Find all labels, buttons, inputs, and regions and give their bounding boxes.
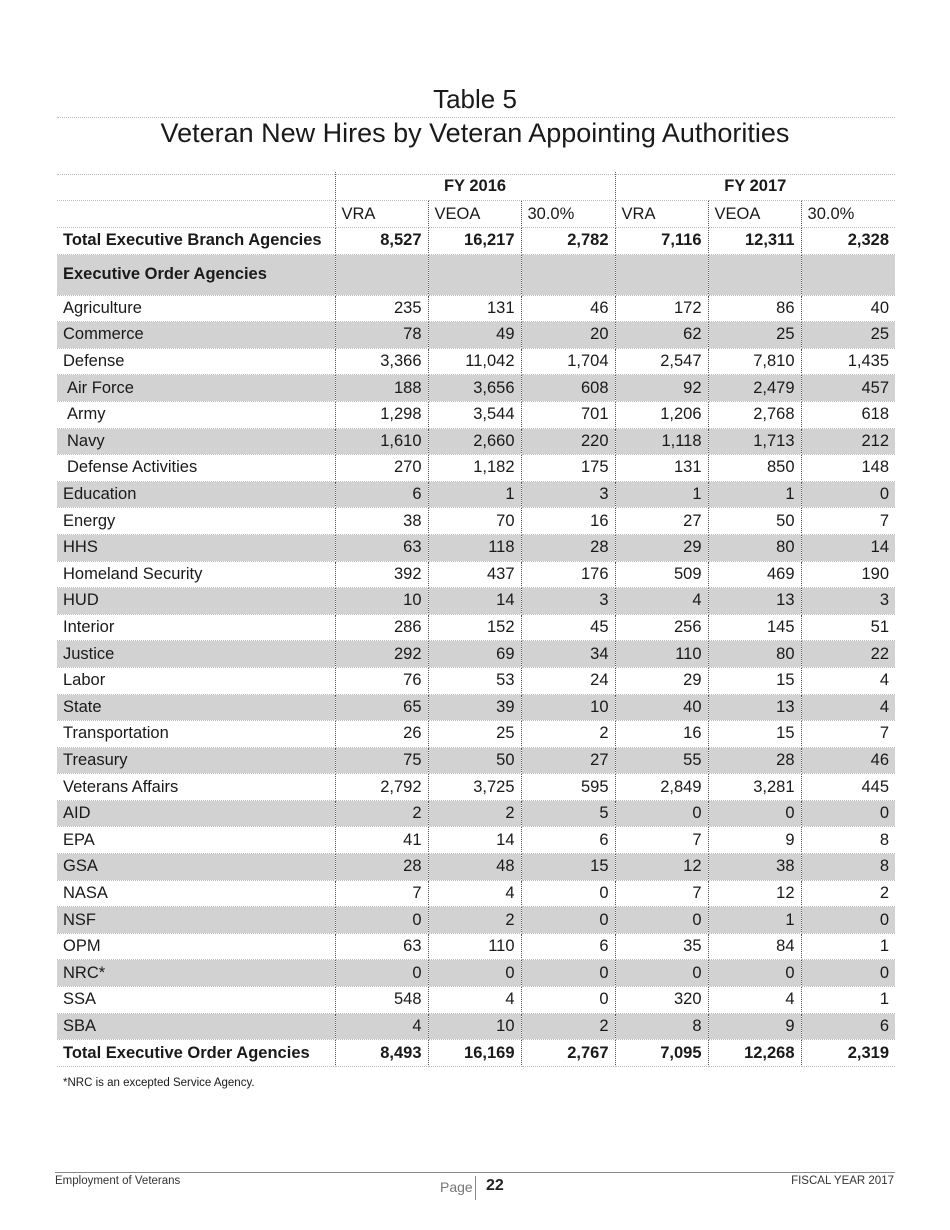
table-row [57, 588, 895, 615]
value-cell: 1 [428, 481, 521, 508]
row-label: Labor [57, 667, 335, 694]
value-cell: 2,792 [335, 774, 428, 801]
table-row [57, 880, 895, 907]
value-cell: 51 [801, 614, 895, 641]
column-header: 30.0% [801, 201, 895, 228]
value-cell: 6 [521, 827, 615, 854]
value-cell: 0 [708, 960, 801, 987]
row-label: NASA [57, 880, 335, 907]
value-cell: 24 [521, 667, 615, 694]
value-cell: 1 [615, 481, 708, 508]
table-row [57, 694, 895, 721]
value-cell: 70 [428, 508, 521, 535]
value-cell: 2 [801, 880, 895, 907]
value-cell: 7,810 [708, 348, 801, 375]
value-cell: 270 [335, 455, 428, 482]
value-cell: 145 [708, 614, 801, 641]
row-label: Total Executive Branch Agencies [57, 228, 335, 255]
row-label: SSA [57, 987, 335, 1014]
value-cell: 8,527 [335, 228, 428, 255]
value-cell: 220 [521, 428, 615, 455]
value-cell: 0 [335, 907, 428, 934]
value-cell: 69 [428, 641, 521, 668]
value-cell: 176 [521, 561, 615, 588]
value-cell: 509 [615, 561, 708, 588]
value-cell: 8 [801, 854, 895, 881]
table-body [57, 172, 895, 1066]
value-cell: 2,479 [708, 375, 801, 402]
value-cell: 2,767 [521, 1040, 615, 1067]
value-cell: 27 [615, 508, 708, 535]
value-cell: 457 [801, 375, 895, 402]
value-cell: 7 [801, 508, 895, 535]
value-cell: 286 [335, 614, 428, 641]
row-label: Commerce [57, 322, 335, 349]
value-cell: 12,311 [708, 228, 801, 255]
row-label: NRC* [57, 960, 335, 987]
fiscal-year-header-row [57, 172, 895, 201]
row-label: Energy [57, 508, 335, 535]
column-header: VRA [335, 201, 428, 228]
value-cell: 608 [521, 375, 615, 402]
value-cell: 25 [708, 322, 801, 349]
value-cell: 0 [801, 481, 895, 508]
value-cell: 1 [801, 987, 895, 1014]
value-cell: 131 [615, 455, 708, 482]
table-row [57, 375, 895, 402]
value-cell: 4 [801, 667, 895, 694]
value-cell: 2 [428, 800, 521, 827]
value-cell: 6 [801, 1013, 895, 1040]
value-cell: 10 [428, 1013, 521, 1040]
value-cell: 40 [801, 295, 895, 322]
value-cell: 41 [335, 827, 428, 854]
row-label: Agriculture [57, 295, 335, 322]
value-cell: 10 [335, 588, 428, 615]
value-cell: 212 [801, 428, 895, 455]
value-cell: 63 [335, 534, 428, 561]
value-cell: 80 [708, 534, 801, 561]
value-cell: 1,182 [428, 455, 521, 482]
value-cell: 13 [708, 588, 801, 615]
value-cell: 0 [615, 800, 708, 827]
value-cell: 1,610 [335, 428, 428, 455]
value-cell: 2,319 [801, 1040, 895, 1067]
value-cell: 0 [521, 907, 615, 934]
value-cell: 1,435 [801, 348, 895, 375]
value-cell: 2,849 [615, 774, 708, 801]
footer-divider [55, 1172, 895, 1173]
value-cell: 46 [521, 295, 615, 322]
table-row [57, 800, 895, 827]
footer-page-label: Page [440, 1179, 473, 1195]
value-cell: 2,660 [428, 428, 521, 455]
value-cell: 437 [428, 561, 521, 588]
table-title: Veteran New Hires by Veteran Appointing Authorities [160, 118, 790, 148]
value-cell: 27 [521, 747, 615, 774]
value-cell: 1,713 [708, 428, 801, 455]
value-cell: 2,768 [708, 401, 801, 428]
empty-cell [801, 254, 895, 295]
value-cell: 4 [615, 588, 708, 615]
value-cell: 0 [801, 800, 895, 827]
value-cell: 55 [615, 747, 708, 774]
table-row [57, 561, 895, 588]
table-row [57, 1013, 895, 1040]
value-cell: 7 [615, 827, 708, 854]
value-cell: 3,656 [428, 375, 521, 402]
value-cell: 5 [521, 800, 615, 827]
row-label: SBA [57, 1013, 335, 1040]
table-row [57, 827, 895, 854]
value-cell: 13 [708, 694, 801, 721]
row-label: HHS [57, 534, 335, 561]
value-cell: 256 [615, 614, 708, 641]
value-cell: 26 [335, 721, 428, 748]
value-cell: 4 [428, 880, 521, 907]
value-cell: 172 [615, 295, 708, 322]
row-label: Total Executive Order Agencies [57, 1040, 335, 1067]
value-cell: 3,544 [428, 401, 521, 428]
value-cell: 0 [615, 907, 708, 934]
value-cell: 1,704 [521, 348, 615, 375]
value-cell: 46 [801, 747, 895, 774]
table-row [57, 614, 895, 641]
value-cell: 3,366 [335, 348, 428, 375]
value-cell: 50 [708, 508, 801, 535]
value-cell: 28 [521, 534, 615, 561]
value-cell: 110 [428, 933, 521, 960]
row-label: Treasury [57, 747, 335, 774]
value-cell: 7 [615, 880, 708, 907]
value-cell: 50 [428, 747, 521, 774]
value-cell: 48 [428, 854, 521, 881]
table-row [57, 481, 895, 508]
value-cell: 62 [615, 322, 708, 349]
value-cell: 3 [801, 588, 895, 615]
value-cell: 7,116 [615, 228, 708, 255]
value-cell: 35 [615, 933, 708, 960]
value-cell: 10 [521, 694, 615, 721]
value-cell: 8 [801, 827, 895, 854]
value-cell: 16 [521, 508, 615, 535]
table-row [57, 348, 895, 375]
header-blank-cell [57, 201, 335, 228]
value-cell: 38 [335, 508, 428, 535]
value-cell: 118 [428, 534, 521, 561]
value-cell: 175 [521, 455, 615, 482]
value-cell: 850 [708, 455, 801, 482]
fiscal-year-header: FY 2017 [615, 172, 895, 201]
row-label: GSA [57, 854, 335, 881]
row-label: Education [57, 481, 335, 508]
row-label: OPM [57, 933, 335, 960]
value-cell: 12 [708, 880, 801, 907]
value-cell: 3 [521, 481, 615, 508]
value-cell: 0 [521, 960, 615, 987]
table-row [57, 774, 895, 801]
value-cell: 320 [615, 987, 708, 1014]
value-cell: 1,206 [615, 401, 708, 428]
value-cell: 6 [521, 933, 615, 960]
table-row [57, 322, 895, 349]
value-cell: 20 [521, 322, 615, 349]
value-cell: 0 [335, 960, 428, 987]
table-row [57, 641, 895, 668]
value-cell: 2 [521, 1013, 615, 1040]
row-label: Transportation [57, 721, 335, 748]
value-cell: 40 [615, 694, 708, 721]
value-cell: 12,268 [708, 1040, 801, 1067]
value-cell: 110 [615, 641, 708, 668]
value-cell: 2,782 [521, 228, 615, 255]
footer-document-title: Employment of Veterans [55, 1175, 181, 1187]
value-cell: 292 [335, 641, 428, 668]
value-cell: 0 [428, 960, 521, 987]
table-row [57, 854, 895, 881]
table-row [57, 455, 895, 482]
value-cell: 0 [615, 960, 708, 987]
footer-page-separator [475, 1176, 476, 1200]
empty-cell [521, 254, 615, 295]
value-cell: 14 [428, 827, 521, 854]
row-label: AID [57, 800, 335, 827]
value-cell: 0 [521, 987, 615, 1014]
total-order-row [57, 1040, 895, 1067]
page-number: 22 [486, 1177, 504, 1194]
table-row [57, 987, 895, 1014]
table-row [57, 960, 895, 987]
footnote: *NRC is an excepted Service Agency. [63, 1077, 255, 1089]
column-header: VEOA [428, 201, 521, 228]
value-cell: 0 [521, 880, 615, 907]
value-cell: 188 [335, 375, 428, 402]
value-cell: 25 [801, 322, 895, 349]
table-row [57, 721, 895, 748]
value-cell: 8,493 [335, 1040, 428, 1067]
value-cell: 53 [428, 667, 521, 694]
value-cell: 7 [335, 880, 428, 907]
table-row [57, 907, 895, 934]
value-cell: 595 [521, 774, 615, 801]
value-cell: 4 [708, 987, 801, 1014]
value-cell: 3 [521, 588, 615, 615]
value-cell: 1 [801, 933, 895, 960]
value-cell: 469 [708, 561, 801, 588]
value-cell: 15 [521, 854, 615, 881]
table-row [57, 747, 895, 774]
value-cell: 14 [428, 588, 521, 615]
row-label: NSF [57, 907, 335, 934]
value-cell: 3,725 [428, 774, 521, 801]
value-cell: 1,298 [335, 401, 428, 428]
value-cell: 7 [801, 721, 895, 748]
row-label: Veterans Affairs [57, 774, 335, 801]
value-cell: 28 [335, 854, 428, 881]
value-cell: 0 [801, 960, 895, 987]
table-row [57, 933, 895, 960]
value-cell: 6 [335, 481, 428, 508]
value-cell: 4 [801, 694, 895, 721]
row-label: Defense [57, 348, 335, 375]
row-label: Navy [57, 428, 335, 455]
value-cell: 2 [521, 721, 615, 748]
value-cell: 2,547 [615, 348, 708, 375]
empty-cell [335, 254, 428, 295]
value-cell: 84 [708, 933, 801, 960]
row-label: Defense Activities [57, 455, 335, 482]
value-cell: 9 [708, 1013, 801, 1040]
section-header-row [57, 254, 895, 295]
value-cell: 92 [615, 375, 708, 402]
row-label: Air Force [57, 375, 335, 402]
row-label: Army [57, 401, 335, 428]
value-cell: 16,217 [428, 228, 521, 255]
footer-fiscal-year: FISCAL YEAR 2017 [791, 1175, 894, 1187]
value-cell: 80 [708, 641, 801, 668]
value-cell: 15 [708, 667, 801, 694]
value-cell: 29 [615, 667, 708, 694]
value-cell: 2 [428, 907, 521, 934]
value-cell: 392 [335, 561, 428, 588]
header-blank-cell [57, 172, 335, 201]
value-cell: 4 [428, 987, 521, 1014]
value-cell: 75 [335, 747, 428, 774]
column-header: VEOA [708, 201, 801, 228]
table-row [57, 508, 895, 535]
empty-cell [428, 254, 521, 295]
value-cell: 49 [428, 322, 521, 349]
value-cell: 63 [335, 933, 428, 960]
value-cell: 701 [521, 401, 615, 428]
table-row [57, 667, 895, 694]
value-cell: 38 [708, 854, 801, 881]
row-label: State [57, 694, 335, 721]
value-cell: 86 [708, 295, 801, 322]
value-cell: 0 [708, 800, 801, 827]
row-label: EPA [57, 827, 335, 854]
section-label: Executive Order Agencies [57, 254, 335, 295]
value-cell: 3,281 [708, 774, 801, 801]
value-cell: 34 [521, 641, 615, 668]
value-cell: 548 [335, 987, 428, 1014]
table-row [57, 534, 895, 561]
column-header-row [57, 201, 895, 228]
row-label: Homeland Security [57, 561, 335, 588]
value-cell: 9 [708, 827, 801, 854]
value-cell: 4 [335, 1013, 428, 1040]
value-cell: 14 [801, 534, 895, 561]
fiscal-year-header: FY 2016 [335, 172, 615, 201]
column-header: VRA [615, 201, 708, 228]
table-number: Table 5 [433, 84, 517, 114]
empty-cell [708, 254, 801, 295]
value-cell: 39 [428, 694, 521, 721]
column-header: 30.0% [521, 201, 615, 228]
value-cell: 65 [335, 694, 428, 721]
value-cell: 2 [335, 800, 428, 827]
row-label: Interior [57, 614, 335, 641]
value-cell: 190 [801, 561, 895, 588]
value-cell: 11,042 [428, 348, 521, 375]
value-cell: 22 [801, 641, 895, 668]
value-cell: 1 [708, 907, 801, 934]
value-cell: 1 [708, 481, 801, 508]
value-cell: 76 [335, 667, 428, 694]
value-cell: 16 [615, 721, 708, 748]
value-cell: 45 [521, 614, 615, 641]
value-cell: 2,328 [801, 228, 895, 255]
table-row [57, 295, 895, 322]
value-cell: 28 [708, 747, 801, 774]
value-cell: 8 [615, 1013, 708, 1040]
table-row [57, 401, 895, 428]
value-cell: 16,169 [428, 1040, 521, 1067]
value-cell: 618 [801, 401, 895, 428]
value-cell: 7,095 [615, 1040, 708, 1067]
data-table [57, 172, 895, 1067]
total-branch-row [57, 228, 895, 255]
row-label: HUD [57, 588, 335, 615]
row-label: Justice [57, 641, 335, 668]
empty-cell [615, 254, 708, 295]
value-cell: 0 [801, 907, 895, 934]
value-cell: 235 [335, 295, 428, 322]
value-cell: 1,118 [615, 428, 708, 455]
value-cell: 78 [335, 322, 428, 349]
value-cell: 12 [615, 854, 708, 881]
value-cell: 445 [801, 774, 895, 801]
table-row [57, 428, 895, 455]
value-cell: 152 [428, 614, 521, 641]
value-cell: 29 [615, 534, 708, 561]
value-cell: 15 [708, 721, 801, 748]
value-cell: 148 [801, 455, 895, 482]
value-cell: 25 [428, 721, 521, 748]
value-cell: 131 [428, 295, 521, 322]
